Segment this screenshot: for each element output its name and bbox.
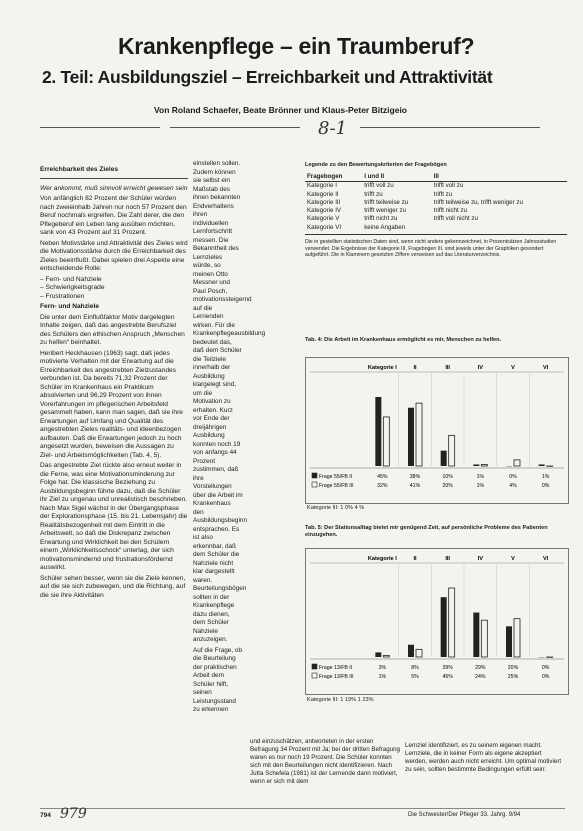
divider-left bbox=[40, 127, 160, 128]
chart-1-bar bbox=[539, 464, 545, 466]
bottom-paragraph-left: und einzuschätzen, antworteten in der ersten Befragung 34 Prozent mit Ja; bei der dritten Befragung waren es nur noch 19 Prozent. Die Schüler konnten sich mit den Beurteilungen nicht identifizieren. Nach Jutta Schefela (1981) ist der Lernende dann motiviert, wenn er sich mit dem bbox=[250, 738, 400, 785]
chart-2-value-label: 0% bbox=[541, 674, 550, 680]
chart-2-value-label: 24% bbox=[475, 674, 486, 680]
legend-cell: trifft weniger zu bbox=[364, 207, 407, 215]
article-title: Krankenpflege – ein Traumberuf? bbox=[118, 33, 475, 59]
list-item: – Fern- und Nahziele bbox=[40, 275, 102, 283]
legend-cell: trifft voll zu bbox=[364, 182, 394, 190]
chart-1-value-label: 0% bbox=[541, 483, 550, 489]
chart-2-value-label: 25% bbox=[507, 674, 519, 680]
chart-2-bar bbox=[481, 620, 487, 657]
chart-2-value-label: 39% bbox=[442, 665, 453, 671]
legend-block bbox=[305, 162, 567, 259]
chart-1-value-label: 10% bbox=[442, 474, 453, 480]
legend-caption: Legende zu den Bewertungskriterien der Fragebögen bbox=[305, 162, 447, 168]
chart-1-legend-swatch bbox=[312, 482, 317, 487]
legend-cell: Kategorie II bbox=[307, 190, 339, 198]
divider-right bbox=[360, 127, 540, 128]
paragraph: Die unter dem Einflußfaktor Motiv dargelegten Inhalte zeigen, daß das angestrebte Berufsziel des Schülers den ethischen Anspruch „Menschen zu helfen“ beinhaltet. bbox=[40, 313, 185, 346]
legend-cell: trifft zu bbox=[364, 190, 383, 198]
chart-1-title: Tab. 4: Die Arbeit im Krankenhaus ermöglicht es mir, Menschen zu helfen. bbox=[305, 337, 502, 343]
chart-1-value-label: 41% bbox=[409, 483, 421, 489]
column-2 bbox=[193, 160, 266, 717]
chart-1-category-label: II bbox=[413, 365, 417, 371]
chart-2-category-label: IV bbox=[477, 556, 483, 562]
legend-cell: Kategorie VI bbox=[307, 223, 342, 231]
legend-cell: keine Angaben bbox=[364, 223, 406, 231]
chart-1-value-label: 20% bbox=[442, 483, 453, 489]
paragraph: Das angestrebte Ziel rückte also erneut weiter in die Ferne, was eine Motivationsminderung zur Folge hat. Die klassische Beziehung zu Ausbildungsbeginn führte dazu, daß die Schüler ihr Ziel zu ungenau und unrealistisch beschrieben. Nach Max Sigel wächst in der Übergangsphase der Explorationsphase (15. bis 21. Lebensjahr) die Realitätsbezogenheit mit dem Eintritt in die Arbeitswelt, so daß die Diskrepanz zwischen Erwartung und Wirklichkeit bei den Schülern einem „Wirklichkeitsschock“ unterlag, der sich motivationsmindernd und frustrationsfördernd auswirkt. bbox=[40, 462, 188, 571]
legend-cell: trifft zu bbox=[433, 190, 453, 198]
chart-2-value-label: 29% bbox=[475, 665, 486, 671]
chart-1-value-label: 0% bbox=[509, 474, 517, 480]
article-authors: Von Roland Schaefer, Beate Brönner und Klaus-Peter Bitzigeio bbox=[154, 105, 407, 115]
chart-1-value-label: 1% bbox=[476, 474, 485, 480]
list-item: – Schwierigkeitsgrade bbox=[40, 284, 105, 291]
chart-2-svg bbox=[306, 549, 568, 694]
chart-1-footnote: Kategorie III: 1 0% 4 % bbox=[307, 505, 365, 511]
legend-row bbox=[305, 207, 567, 215]
chart-1-bar bbox=[473, 464, 479, 466]
chart-1-category-label: Kategorie I bbox=[367, 365, 397, 371]
chart-1-bar bbox=[481, 464, 487, 466]
legend-header-cell: III bbox=[432, 173, 567, 182]
chart-1-bar bbox=[416, 403, 422, 466]
chart-2-bar bbox=[441, 597, 447, 657]
chart-2-legend-swatch bbox=[312, 664, 317, 669]
legend-header-cell: I und II bbox=[362, 173, 432, 182]
legend-row bbox=[305, 215, 567, 223]
chart-2-value-label: 8% bbox=[411, 665, 419, 671]
chart-1-series-label: Frage 55/FB II bbox=[319, 474, 353, 480]
legend-note: Die in gestellten statistischen Daten sind, wenn nicht anders gekennzeichnet, in Prozentsätzen Jahresstudien verwendet. Die Ergebnisse der Kategorie III, Fragebogen III, sind jeweils unter der Graphiken gesondert aufgeführt. Die in Klammern gesetzten Ziffern verweisen auf das Literaturverzeichnis. bbox=[305, 239, 557, 259]
chart-2-series-label: Frage 13/FB III bbox=[319, 674, 354, 680]
page-number: 794 bbox=[40, 812, 51, 819]
chart-2-value-label: 20% bbox=[507, 665, 519, 671]
chart-2-category-label: VI bbox=[543, 556, 549, 562]
chart-1-value-label: 1% bbox=[476, 483, 485, 489]
bottom-paragraph-right: Lernziel identifiziert, es zu seinem eigenen macht. Lernziele, die in keiner Form als eigene akzeptiert werden, werden auch nicht erreicht. Um optimal motiviert zu sein, sollten bestimmte Bedingungen erfüllt sein: bbox=[405, 742, 562, 773]
legend-cell bbox=[432, 224, 567, 232]
chart-2-bar bbox=[416, 649, 422, 657]
chart-2-title: Tab. 5: Der Stationsalltag bietet mir genügend Zeit, auf persönliche Probleme des Patienten einzugehen. bbox=[305, 525, 548, 538]
paragraph: Heribert Heckhausen (1963) sagt, daß jedes motivierte Verhalten mit der Erwartung auf die Erreichbarkeit des angestrebten Zielzustandes verbunden ist. Da bereits 71,32 Prozent der Schüler im Krankenhaus ein Praktikum absolvierten und 96,29 Prozent von ihnen Vorerfahrungen im pflegerischen Arbeitsfeld gesammelt haben, kann man sagen, daß sie ihre Erwartungen auf Umfang und Qualität des angestrebten Zieles realitäts- und ideenbezogen aufbauten. Daß die Erwartungen jedoch zu hoch angesetzt wurden, beweisen die Aussagen zu Ziel- und Arbeitsmöglichkeiten (Tab. 4, 5). bbox=[40, 349, 183, 459]
paragraph: Auf die Frage, ob die Beurteilung der praktischen Arbeit dem Schüler hilft, seinen Leistungsstand zu erkennen bbox=[193, 646, 243, 713]
legend-cell: Kategorie IV bbox=[307, 207, 342, 215]
chart-2-bar bbox=[383, 655, 389, 657]
legend-cell: Kategorie I bbox=[307, 182, 337, 190]
paragraph: Neben Motivstärke und Attraktivität des Zieles wird die Motivationsstärke durch die Erreichbarkeit des Zieles beeinflußt. Dabei spielen drei Aspekte eine entscheidende Rolle: bbox=[40, 239, 188, 272]
legend-cell: trifft teilweise zu, trifft weniger zu bbox=[433, 198, 523, 206]
chart-1-legend-swatch bbox=[312, 473, 317, 478]
chart-2-category-label: V bbox=[511, 556, 515, 562]
chart-1-category-label: VI bbox=[543, 365, 549, 371]
section-quote: Wer ankommt, muß sinnvoll erreicht gewesen sein bbox=[40, 184, 188, 192]
legend-cell: trifft voll zu bbox=[433, 182, 464, 190]
chart-1-bar bbox=[514, 460, 520, 466]
footer-rule bbox=[40, 808, 565, 809]
chart-2-frame bbox=[305, 548, 569, 695]
legend-cell: Kategorie III bbox=[307, 198, 341, 206]
legend-row bbox=[305, 199, 567, 207]
chart-1-bar bbox=[408, 408, 414, 466]
chart-2-category-label: III bbox=[445, 556, 451, 562]
chart-1-bar bbox=[383, 417, 389, 466]
chart-1-category-label: IV bbox=[477, 365, 483, 371]
chart-2-legend-swatch bbox=[312, 673, 317, 678]
legend-row bbox=[305, 224, 567, 232]
chart-1-svg bbox=[306, 358, 568, 503]
legend-row bbox=[305, 191, 567, 199]
chart-1-value-label: 32% bbox=[377, 483, 388, 489]
chart-1-category-label: V bbox=[511, 365, 515, 371]
chart-1-value-label: 4% bbox=[509, 483, 517, 489]
paragraph: Schüler sehen besser, wenn sie die Ziele kennen, auf die sie sich zubewegen, und die Richtung, auf die sie ihre Aktivitäten bbox=[40, 574, 186, 599]
chart-2-value-label: 1% bbox=[378, 674, 387, 680]
legend-header-row bbox=[305, 173, 567, 182]
chart-2-value-label: 5% bbox=[411, 674, 419, 680]
chart-2-footnote: Kategorie III: 1 19% 1 23% bbox=[307, 697, 374, 703]
chart-2-value-label: 3% bbox=[378, 665, 387, 671]
chart-2-bar bbox=[514, 619, 520, 657]
legend-cell: trifft teilweise zu bbox=[364, 198, 409, 206]
legend-rule bbox=[305, 234, 567, 235]
subsection-heading: Fern- und Nahziele bbox=[40, 303, 99, 310]
chart-2-bar bbox=[449, 588, 455, 657]
chart-2-bar bbox=[375, 652, 381, 657]
journal-reference: Die Schwester/Der Pfleger 33. Jahrg. 9/94 bbox=[408, 812, 521, 818]
list-item: – Frustrationen bbox=[40, 292, 85, 300]
chart-1-bar bbox=[375, 397, 381, 466]
legend-header-cell: Fragebogen bbox=[305, 173, 362, 182]
legend-cell: trifft nicht zu bbox=[433, 207, 467, 215]
legend-row bbox=[305, 182, 567, 191]
paragraph: Von anfänglich 82 Prozent der Schüler würden nach zweieinhalb Jahren nur noch 57 Prozent den Beruf nochmals ergreifen. Die Zahl derer, die den Pflegeberuf ein Leben lang ausüben möchten, sank von 43 Prozent auf 31 Prozent. bbox=[40, 195, 187, 236]
column-1 bbox=[40, 166, 188, 602]
chart-1-bar bbox=[441, 451, 447, 466]
chart-2-value-label: 0% bbox=[541, 665, 550, 671]
chart-2-bar bbox=[473, 613, 479, 657]
chart-1-bar bbox=[449, 435, 455, 466]
legend-table bbox=[305, 173, 567, 232]
chart-2-category-label: II bbox=[413, 556, 417, 562]
chart-1-value-label: 38% bbox=[409, 474, 421, 480]
handwritten-mark: 8-1 bbox=[318, 118, 347, 139]
divider-mid bbox=[170, 127, 300, 128]
chart-2-bar bbox=[408, 645, 414, 657]
chart-1-frame bbox=[305, 357, 569, 504]
handwritten-page-number: 979 bbox=[60, 806, 87, 822]
chart-1-series-label: Frage 55/FB III bbox=[319, 483, 354, 489]
paragraph: einstellen sollen. Zudem können sie selbst ein Maßstab des ihnen bekannten Endverhaltens ihren individuellen Lernfortschritt messen. Die Bekanntheit des Lernzieles würde, so meinen Otto Messner und Paul Posch, motivationssteigernd auf die Lernenden wirken. Für die Krankenpflegeausbildung bedeutet das, daß dem Schüler die Teilziele innerhalb der Ausbildung klargelegt sind, um die Motivation zu erhalten. Kurz vor Ende der dreijährigen Ausbildung konnten noch 19 von anfangs 44 Prozent zustimmen, daß ihre Vorstellungen über die Arbeit im Krankenhaus den Ausbildungsbeginn entsprachen. Es ist also erkennbar, daß dem Schüler die Nahziele nicht klar dargestellt waren. Beurteilungsbögen sollten in der Krankenpflege dazu dienen, dem Schüler Nahziele anzuzeigen. bbox=[193, 160, 266, 643]
chart-2-value-label: 45% bbox=[442, 674, 453, 680]
section-heading: Erreichbarkeit des Zieles bbox=[40, 166, 119, 173]
legend-cell: trifft voll nicht zu bbox=[433, 215, 478, 223]
chart-1-category-label: III bbox=[445, 365, 451, 371]
chart-2-category-label: Kategorie I bbox=[367, 556, 397, 562]
chart-1-value-label: 45% bbox=[377, 474, 388, 480]
chart-2-series-label: Frage 13/FB II bbox=[319, 665, 353, 671]
chart-1-value-label: 1% bbox=[541, 474, 550, 480]
heading-rule bbox=[40, 178, 188, 179]
chart-2-bar bbox=[506, 626, 512, 657]
article-subtitle: 2. Teil: Ausbildungsziel – Erreichbarkeit und Attraktivität bbox=[42, 67, 493, 87]
legend-cell: trifft nicht zu bbox=[364, 215, 398, 223]
legend-cell: Kategorie V bbox=[307, 215, 340, 223]
